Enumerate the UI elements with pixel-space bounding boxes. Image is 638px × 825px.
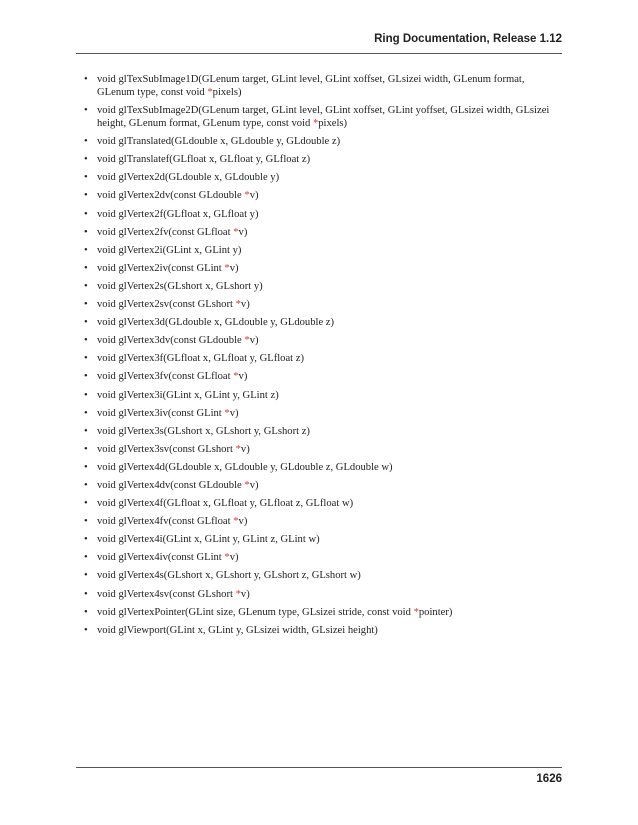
bullet-icon: •	[84, 105, 88, 117]
signature-text: v)	[229, 262, 239, 274]
pointer-asterisk: *	[235, 443, 241, 455]
signature-text: void glVertexPointer(GLint size, GLenum type, GLsizei stride, const void	[97, 606, 414, 618]
signature-text: void glVertex3i(GLint x, GLint y, GLint z)	[97, 389, 279, 401]
header-rule	[76, 53, 562, 54]
pointer-asterisk: *	[235, 588, 241, 600]
bullet-icon: •	[84, 371, 88, 383]
signature-text: void glVertex2s(GLshort x, GLshort y)	[97, 280, 263, 292]
running-header-title: Ring Documentation, Release 1.12	[374, 33, 562, 45]
bullet-icon: •	[84, 154, 88, 166]
pointer-asterisk: *	[244, 190, 250, 202]
list-item	[76, 262, 563, 275]
pointer-asterisk: *	[233, 516, 239, 528]
list-item	[76, 153, 563, 166]
bullet-icon: •	[84, 407, 88, 419]
bullet-icon: •	[84, 244, 88, 256]
signature-text: void glVertex2i(GLint x, GLint y)	[97, 244, 242, 256]
list-item	[76, 461, 563, 474]
bullet-icon: •	[84, 516, 88, 528]
bullet-icon: •	[84, 389, 88, 401]
signature-text: v)	[238, 516, 248, 528]
signature-text: void glTranslatef(GLfloat x, GLfloat y, GLfloat z)	[97, 154, 311, 166]
list-item	[76, 226, 563, 239]
bullet-icon: •	[84, 136, 88, 148]
bullet-icon: •	[84, 498, 88, 510]
pointer-asterisk: *	[244, 335, 250, 347]
bullet-icon: •	[84, 552, 88, 564]
signature-text: void glVertex4dv(const GLdouble	[97, 479, 245, 491]
bullet-icon: •	[84, 606, 88, 618]
bullet-icon: •	[84, 534, 88, 546]
page-number: 1626	[536, 773, 562, 785]
bullet-icon: •	[84, 461, 88, 473]
list-item	[76, 208, 563, 221]
list-item	[76, 244, 563, 257]
list-item	[76, 497, 563, 510]
bullet-icon: •	[84, 570, 88, 582]
bullet-icon: •	[84, 208, 88, 220]
list-item	[76, 515, 563, 528]
pointer-asterisk: *	[244, 479, 250, 491]
signature-text: v)	[229, 407, 239, 419]
signature-text: void glTranslated(GLdouble x, GLdouble y, GLdouble z)	[97, 136, 341, 148]
list-item	[76, 443, 563, 456]
signature-text: v)	[240, 588, 250, 600]
signature-text: pixels)	[212, 87, 242, 98]
signature-text: void glVertex3fv(const GLfloat	[97, 371, 234, 383]
bullet-icon: •	[84, 624, 88, 636]
list-item	[76, 624, 563, 637]
pointer-asterisk: *	[224, 262, 230, 274]
list-item	[76, 135, 563, 148]
bullet-icon: •	[84, 299, 88, 311]
pointer-asterisk: *	[224, 407, 230, 419]
signature-text: void glViewport(GLint x, GLint y, GLsizei width, GLsizei height)	[97, 624, 378, 636]
list-item	[76, 104, 563, 130]
signature-text: void glVertex2fv(const GLfloat	[97, 226, 234, 238]
list-item	[76, 370, 563, 383]
signature-text: void glVertex3d(GLdouble x, GLdouble y, GLdouble z)	[97, 317, 335, 329]
footer-rule	[76, 767, 562, 768]
list-item	[76, 316, 563, 329]
list-item	[76, 479, 563, 492]
bullet-icon: •	[84, 280, 88, 292]
bullet-icon: •	[84, 172, 88, 184]
pointer-asterisk: *	[233, 226, 239, 238]
bullet-icon: •	[84, 479, 88, 491]
signature-text: void glTexSubImage2D(GLenum target, GLint level, GLint xoffset, GLint yoffset, GLsizei width, GLsizei height, GLenum format, GLenum type, const void	[97, 105, 550, 130]
signature-text: v)	[238, 226, 248, 238]
bullet-icon: •	[84, 262, 88, 274]
pointer-asterisk: *	[233, 371, 239, 383]
list-item	[76, 280, 563, 293]
signature-text: v)	[249, 190, 259, 202]
signature-text: v)	[249, 479, 259, 491]
list-item	[76, 551, 563, 564]
list-item	[76, 189, 563, 202]
bullet-icon: •	[84, 317, 88, 329]
signature-text: void glTexSubImage1D(GLenum target, GLint level, GLint xoffset, GLsizei width, GLenum format, GLenum type, const void	[97, 74, 525, 98]
signature-text: v)	[229, 552, 239, 564]
signature-text: void glVertex3s(GLshort x, GLshort y, GLshort z)	[97, 425, 310, 437]
bullet-icon: •	[84, 588, 88, 600]
pointer-asterisk: *	[413, 606, 419, 618]
signature-text: void glVertex4s(GLshort x, GLshort y, GLshort z, GLshort w)	[97, 570, 361, 582]
signature-text: void glVertex4d(GLdouble x, GLdouble y, GLdouble z, GLdouble w)	[97, 461, 393, 473]
list-item	[76, 569, 563, 582]
pointer-asterisk: *	[224, 552, 230, 564]
list-item	[76, 588, 563, 601]
signature-text: pixels)	[318, 118, 348, 130]
signature-text: void glVertex2d(GLdouble x, GLdouble y)	[97, 172, 280, 184]
bullet-icon: •	[84, 226, 88, 238]
list-item	[76, 73, 563, 99]
signature-text: v)	[240, 299, 250, 311]
bullet-icon: •	[84, 425, 88, 437]
bullet-icon: •	[84, 353, 88, 365]
list-item	[76, 298, 563, 311]
list-item	[76, 606, 563, 619]
signature-text: void glVertex4sv(const GLshort	[97, 588, 236, 600]
list-item	[76, 425, 563, 438]
signature-text: void glVertex3sv(const GLshort	[97, 443, 236, 455]
pointer-asterisk: *	[207, 87, 213, 98]
signature-text: void glVertex4i(GLint x, GLint y, GLint z, GLint w)	[97, 534, 320, 546]
signature-text: void glVertex4iv(const GLint	[97, 552, 225, 564]
signature-text: pointer)	[418, 606, 453, 618]
list-item	[76, 171, 563, 184]
pointer-asterisk: *	[235, 299, 241, 311]
list-item	[76, 389, 563, 402]
list-item	[76, 533, 563, 546]
bullet-icon: •	[84, 74, 88, 85]
signature-text: void glVertex3iv(const GLint	[97, 407, 225, 419]
bullet-icon: •	[84, 335, 88, 347]
bullet-icon: •	[84, 190, 88, 202]
signature-text: void glVertex2dv(const GLdouble	[97, 190, 245, 202]
signature-text: void glVertex2sv(const GLshort	[97, 299, 236, 311]
list-item	[76, 352, 563, 365]
list-item	[76, 407, 563, 420]
signature-text: void glVertex4fv(const GLfloat	[97, 516, 234, 528]
signature-text: v)	[240, 443, 250, 455]
bullet-icon: •	[84, 443, 88, 455]
function-list	[76, 73, 563, 642]
list-item	[76, 334, 563, 347]
signature-text: v)	[238, 371, 248, 383]
signature-text: void glVertex3dv(const GLdouble	[97, 335, 245, 347]
signature-text: void glVertex2f(GLfloat x, GLfloat y)	[97, 208, 259, 220]
signature-text: v)	[249, 335, 259, 347]
signature-text: void glVertex3f(GLfloat x, GLfloat y, GLfloat z)	[97, 353, 305, 365]
signature-text: void glVertex4f(GLfloat x, GLfloat y, GLfloat z, GLfloat w)	[97, 498, 354, 510]
pointer-asterisk: *	[312, 118, 319, 130]
signature-text: void glVertex2iv(const GLint	[97, 262, 225, 274]
